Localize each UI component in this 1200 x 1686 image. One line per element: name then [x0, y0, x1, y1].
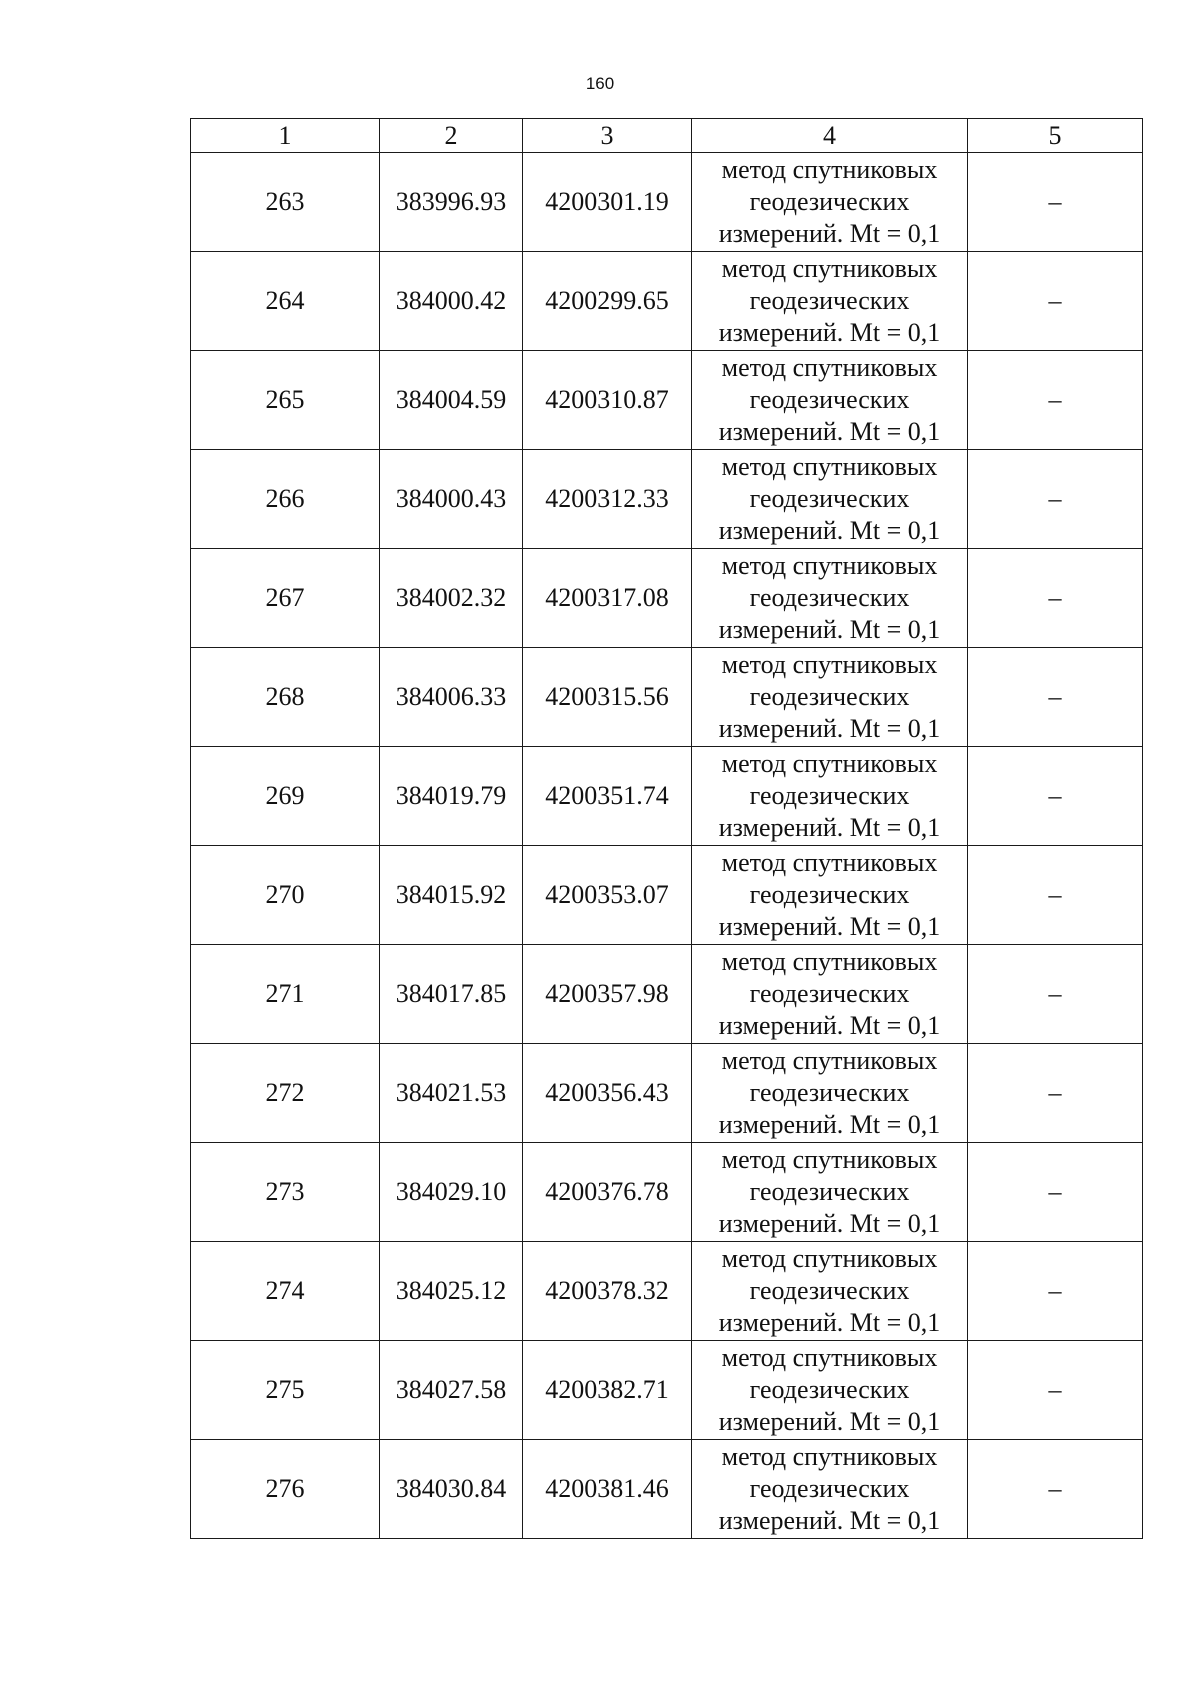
- y-coordinate-cell: 4200315.56: [523, 648, 692, 747]
- method-line: метод спутниковых: [721, 650, 938, 679]
- table-row: [191, 153, 1143, 252]
- method-cell: [692, 747, 968, 846]
- note-cell: –: [968, 1044, 1143, 1143]
- table-row: [191, 549, 1143, 648]
- method-cell: [692, 252, 968, 351]
- method-line: геодезических: [749, 1276, 910, 1305]
- x-coordinate-cell: 384017.85: [380, 945, 523, 1044]
- page-number: 160: [585, 74, 615, 93]
- method-line: измерений. Mt = 0,1: [718, 615, 941, 644]
- point-number-cell: 264: [191, 252, 380, 351]
- note-cell: –: [968, 153, 1143, 252]
- x-coordinate-cell: 384015.92: [380, 846, 523, 945]
- table-body: [191, 119, 1143, 1539]
- column-header-4: 4: [692, 119, 968, 153]
- method-line: измерений. Mt = 0,1: [718, 813, 941, 842]
- point-number-cell: 276: [191, 1440, 380, 1539]
- method-line: измерений. Mt = 0,1: [718, 1209, 941, 1238]
- method-line: геодезических: [749, 187, 910, 216]
- x-coordinate-cell: 384000.42: [380, 252, 523, 351]
- table-row: [191, 945, 1143, 1044]
- y-coordinate-cell: 4200317.08: [523, 549, 692, 648]
- point-number-cell: 271: [191, 945, 380, 1044]
- y-coordinate-cell: 4200312.33: [523, 450, 692, 549]
- table-row: [191, 1341, 1143, 1440]
- y-coordinate-cell: 4200378.32: [523, 1242, 692, 1341]
- table-header-row: [191, 119, 1143, 153]
- y-coordinate-cell: 4200351.74: [523, 747, 692, 846]
- method-line: геодезических: [749, 979, 910, 1008]
- method-cell: [692, 1242, 968, 1341]
- method-line: геодезических: [749, 484, 910, 513]
- method-line: измерений. Mt = 0,1: [718, 219, 941, 248]
- x-coordinate-cell: 384019.79: [380, 747, 523, 846]
- point-number-cell: 267: [191, 549, 380, 648]
- column-header-1: 1: [191, 119, 380, 153]
- method-line: геодезических: [749, 1177, 910, 1206]
- method-cell: [692, 1440, 968, 1539]
- x-coordinate-cell: 384029.10: [380, 1143, 523, 1242]
- method-line: геодезических: [749, 385, 910, 414]
- method-cell: [692, 549, 968, 648]
- method-line: измерений. Mt = 0,1: [718, 1011, 941, 1040]
- method-line: измерений. Mt = 0,1: [718, 912, 941, 941]
- table-row: [191, 351, 1143, 450]
- method-line: измерений. Mt = 0,1: [718, 318, 941, 347]
- x-coordinate-cell: 384025.12: [380, 1242, 523, 1341]
- method-line: метод спутниковых: [721, 353, 938, 382]
- method-cell: [692, 1143, 968, 1242]
- table-row: [191, 252, 1143, 351]
- method-cell: [692, 450, 968, 549]
- method-line: метод спутниковых: [721, 452, 938, 481]
- table-row: [191, 747, 1143, 846]
- y-coordinate-cell: 4200353.07: [523, 846, 692, 945]
- x-coordinate-cell: 384000.43: [380, 450, 523, 549]
- note-cell: –: [968, 846, 1143, 945]
- method-line: метод спутниковых: [721, 254, 938, 283]
- table-row: [191, 846, 1143, 945]
- note-cell: –: [968, 1242, 1143, 1341]
- x-coordinate-cell: 384002.32: [380, 549, 523, 648]
- column-header-2: 2: [380, 119, 523, 153]
- point-number-cell: 266: [191, 450, 380, 549]
- method-line: измерений. Mt = 0,1: [718, 516, 941, 545]
- y-coordinate-cell: 4200357.98: [523, 945, 692, 1044]
- point-number-cell: 274: [191, 1242, 380, 1341]
- note-cell: –: [968, 648, 1143, 747]
- method-line: геодезических: [749, 583, 910, 612]
- y-coordinate-cell: 4200382.71: [523, 1341, 692, 1440]
- point-number-cell: 268: [191, 648, 380, 747]
- note-cell: –: [968, 747, 1143, 846]
- method-line: измерений. Mt = 0,1: [718, 714, 941, 743]
- coordinates-table: [190, 118, 1143, 1539]
- y-coordinate-cell: 4200381.46: [523, 1440, 692, 1539]
- table-row: [191, 1044, 1143, 1143]
- point-number-cell: 269: [191, 747, 380, 846]
- method-line: геодезических: [749, 682, 910, 711]
- note-cell: –: [968, 1143, 1143, 1242]
- note-cell: –: [968, 1440, 1143, 1539]
- note-cell: –: [968, 252, 1143, 351]
- method-line: геодезических: [749, 1375, 910, 1404]
- method-line: измерений. Mt = 0,1: [718, 417, 941, 446]
- method-cell: [692, 1341, 968, 1440]
- method-line: метод спутниковых: [721, 1442, 938, 1471]
- method-line: геодезических: [749, 880, 910, 909]
- method-line: метод спутниковых: [721, 947, 938, 976]
- method-line: метод спутниковых: [721, 155, 938, 184]
- table-row: [191, 648, 1143, 747]
- method-cell: [692, 153, 968, 252]
- x-coordinate-cell: 384021.53: [380, 1044, 523, 1143]
- method-line: метод спутниковых: [721, 1343, 938, 1372]
- method-line: метод спутниковых: [721, 551, 938, 580]
- method-line: измерений. Mt = 0,1: [718, 1506, 941, 1535]
- y-coordinate-cell: 4200356.43: [523, 1044, 692, 1143]
- note-cell: –: [968, 1341, 1143, 1440]
- note-cell: –: [968, 351, 1143, 450]
- note-cell: –: [968, 450, 1143, 549]
- point-number-cell: 270: [191, 846, 380, 945]
- x-coordinate-cell: 384030.84: [380, 1440, 523, 1539]
- y-coordinate-cell: 4200299.65: [523, 252, 692, 351]
- method-cell: [692, 846, 968, 945]
- method-cell: [692, 945, 968, 1044]
- x-coordinate-cell: 384004.59: [380, 351, 523, 450]
- x-coordinate-cell: 384006.33: [380, 648, 523, 747]
- method-line: геодезических: [749, 781, 910, 810]
- method-line: метод спутниковых: [721, 749, 938, 778]
- method-line: метод спутниковых: [721, 1244, 938, 1273]
- table-row: [191, 1143, 1143, 1242]
- method-line: измерений. Mt = 0,1: [718, 1407, 941, 1436]
- y-coordinate-cell: 4200301.19: [523, 153, 692, 252]
- table-row: [191, 450, 1143, 549]
- method-line: геодезических: [749, 1078, 910, 1107]
- y-coordinate-cell: 4200376.78: [523, 1143, 692, 1242]
- method-line: метод спутниковых: [721, 1145, 938, 1174]
- y-coordinate-cell: 4200310.87: [523, 351, 692, 450]
- method-cell: [692, 351, 968, 450]
- table-row: [191, 1440, 1143, 1539]
- method-cell: [692, 1044, 968, 1143]
- method-cell: [692, 648, 968, 747]
- point-number-cell: 273: [191, 1143, 380, 1242]
- x-coordinate-cell: 383996.93: [380, 153, 523, 252]
- note-cell: –: [968, 945, 1143, 1044]
- method-line: метод спутниковых: [721, 848, 938, 877]
- point-number-cell: 275: [191, 1341, 380, 1440]
- column-header-3: 3: [523, 119, 692, 153]
- method-line: геодезических: [749, 1474, 910, 1503]
- method-line: метод спутниковых: [721, 1046, 938, 1075]
- note-cell: –: [968, 549, 1143, 648]
- x-coordinate-cell: 384027.58: [380, 1341, 523, 1440]
- column-header-5: 5: [968, 119, 1143, 153]
- point-number-cell: 263: [191, 153, 380, 252]
- table-row: [191, 1242, 1143, 1341]
- point-number-cell: 272: [191, 1044, 380, 1143]
- method-line: измерений. Mt = 0,1: [718, 1110, 941, 1139]
- method-line: геодезических: [749, 286, 910, 315]
- point-number-cell: 265: [191, 351, 380, 450]
- method-line: измерений. Mt = 0,1: [718, 1308, 941, 1337]
